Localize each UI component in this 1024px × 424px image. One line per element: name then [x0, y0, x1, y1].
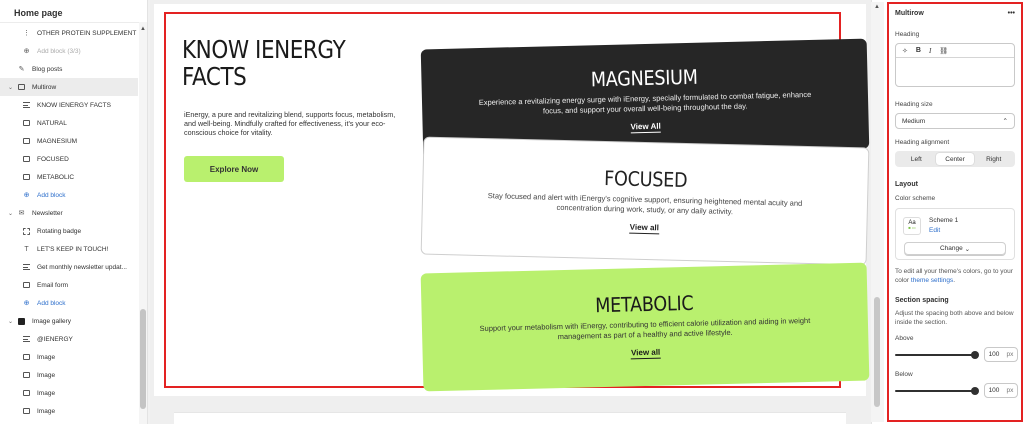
- drag-handle-icon: ⋮: [23, 30, 30, 37]
- add-block-button[interactable]: [0, 186, 138, 204]
- chevron-down-icon[interactable]: ⌄: [8, 318, 14, 325]
- heading-label: Heading: [895, 31, 920, 38]
- form-icon: [22, 281, 31, 290]
- tree-item-label: LET'S KEEP IN TOUCH!: [37, 245, 109, 253]
- tree-item-label: METABOLIC: [37, 173, 75, 181]
- gallery-icon: [17, 317, 26, 326]
- card-title: MAGNESIUM: [590, 64, 699, 92]
- color-scheme-picker: [895, 208, 1015, 260]
- chevron-down-icon[interactable]: ⌄: [8, 84, 14, 91]
- tree-item-label: Multirow: [32, 83, 57, 91]
- slider-handle[interactable]: [971, 387, 979, 395]
- tree-item-image[interactable]: [0, 348, 138, 366]
- link-icon[interactable]: ⛓: [939, 47, 949, 55]
- add-circle-icon: ⊕: [23, 192, 30, 199]
- tree-item-label: Newsletter: [32, 209, 63, 217]
- section-heading[interactable]: KNOW IENERGY FACTS: [182, 35, 346, 91]
- alignment-segmented-control: [895, 151, 1015, 167]
- tree-item-label: Image: [37, 407, 56, 415]
- tree-item-label: Email form: [37, 281, 69, 289]
- text-icon: [22, 101, 31, 110]
- slider-track[interactable]: [895, 390, 975, 392]
- sidebar-scrollbar[interactable]: [139, 22, 148, 424]
- image-icon: [22, 371, 31, 380]
- bold-icon[interactable]: B: [915, 47, 921, 54]
- tree-item-keep-in-touch[interactable]: [0, 240, 138, 258]
- chevron-down-icon[interactable]: ⌄: [8, 210, 14, 217]
- tree-item-label: Blog posts: [32, 65, 63, 73]
- edit-icon: ✎: [18, 66, 25, 73]
- heading-size-label: Heading size: [895, 101, 933, 108]
- card-link[interactable]: View all: [630, 347, 661, 358]
- tree-item-label: KNOW IENERGY FACTS: [37, 101, 111, 109]
- settings-content: [887, 2, 1023, 422]
- image-icon: [22, 389, 31, 398]
- card-title: METABOLIC: [595, 290, 694, 318]
- next-section-preview[interactable]: [174, 412, 846, 424]
- add-block-button[interactable]: [0, 294, 138, 312]
- above-slider[interactable]: [895, 347, 1015, 363]
- tree-item-image-gallery[interactable]: [0, 312, 138, 330]
- section-spacing-heading: Section spacing: [895, 297, 949, 304]
- align-right-option[interactable]: Right: [986, 155, 1002, 163]
- left-sidebar: [0, 0, 148, 424]
- heading-alignment-label: Heading alignment: [895, 139, 950, 146]
- scroll-up-icon[interactable]: ▲: [874, 4, 880, 10]
- card-text: Stay focused and alert with iEnergy's cognitive support, ensuring heightened mental acuity and concentration during work, study, or any daily activity.: [487, 191, 803, 216]
- tree-item-know-ienergy[interactable]: [0, 96, 138, 114]
- select-arrows-icon: ⌃: [1002, 118, 1008, 125]
- tree-item-multirow[interactable]: [0, 78, 138, 96]
- editor-toolbar: [896, 44, 1014, 58]
- dashed-square-icon: [22, 227, 31, 236]
- theme-settings-link[interactable]: theme settings: [910, 277, 954, 284]
- tree-item-label: Image gallery: [32, 317, 72, 325]
- card-text: Experience a revitalizing energy surge with iEnergy, specially formulated to combat fatigue, enhance focus, and support your overall well-being throughout the day.: [478, 89, 812, 115]
- tree-item-label: Add block: [37, 191, 66, 199]
- align-left-option[interactable]: Left: [910, 155, 922, 163]
- settings-panel: [871, 0, 1024, 424]
- tree-item-image[interactable]: [0, 402, 138, 420]
- card-text: Support your metabolism with iEnergy, contributing to efficient calorie utilization and aiding in weight management as part of a healthy and active lifestyle.: [479, 315, 811, 341]
- scheme-edit-link[interactable]: Edit: [929, 227, 941, 234]
- tree-item-label: Image: [37, 389, 56, 397]
- section-icon: [17, 83, 26, 92]
- tree-item-label: @IENERGY: [37, 335, 73, 343]
- page-title[interactable]: Home page: [14, 8, 63, 18]
- tree-item-label: OTHER PROTEIN SUPPLEMENT: [37, 29, 137, 37]
- block-icon: [22, 155, 31, 164]
- align-center-option[interactable]: Center: [936, 153, 975, 165]
- above-value-input[interactable]: 100 px: [984, 347, 1018, 362]
- below-label: Below: [895, 371, 913, 378]
- scheme-name: Scheme 1: [929, 217, 959, 224]
- below-slider[interactable]: [895, 383, 1015, 399]
- tree-item-label: FOCUSED: [37, 155, 69, 163]
- below-value-input[interactable]: 100 px: [984, 383, 1018, 398]
- swatch-dots: ■ ▭: [908, 225, 916, 230]
- tree-item-newsletter-text[interactable]: [0, 258, 138, 276]
- explore-now-button[interactable]: Explore Now: [184, 156, 284, 182]
- tree-item-magnesium[interactable]: [0, 132, 138, 150]
- heading-icon: T: [24, 245, 29, 253]
- preview-canvas: [150, 0, 871, 424]
- scroll-thumb[interactable]: [140, 309, 146, 409]
- add-circle-icon: ⊕: [23, 300, 30, 307]
- tree-item-other-protein[interactable]: [0, 24, 138, 42]
- card-metabolic[interactable]: [421, 263, 870, 392]
- spacing-help: Adjust the spacing both above and below inside the section.: [895, 310, 1014, 326]
- tree-item-label: Rotating badge: [37, 227, 82, 235]
- block-icon: [22, 119, 31, 128]
- card-title: FOCUSED: [603, 165, 688, 193]
- more-icon[interactable]: •••: [1007, 10, 1015, 17]
- section-selection-outline[interactable]: [164, 12, 841, 388]
- scroll-thumb[interactable]: [874, 297, 880, 407]
- tree-item-label: Add block (3/3): [37, 47, 81, 55]
- image-icon: [22, 407, 31, 416]
- slider-handle[interactable]: [971, 351, 979, 359]
- section-description[interactable]: iEnergy, a pure and revitalizing blend, supports focus, metabolism, and well-being. Mindfully crafted for effectiveness, it's your eco-conscious choice for vitality.: [184, 110, 396, 137]
- layout-heading: Layout: [895, 181, 918, 188]
- add-block-disabled: [0, 42, 138, 60]
- tree-item-rotating-badge[interactable]: [0, 222, 138, 240]
- panel-title: Multirow: [895, 10, 924, 17]
- italic-icon[interactable]: I: [928, 46, 932, 55]
- tree-item-blog-posts[interactable]: [0, 60, 138, 78]
- heading-editor[interactable]: [895, 43, 1015, 87]
- image-icon: [22, 353, 31, 362]
- tree-item-natural[interactable]: [0, 114, 138, 132]
- magic-icon[interactable]: ✧: [902, 47, 908, 55]
- tree-item-focused[interactable]: [0, 150, 138, 168]
- mail-icon: ✉: [18, 210, 25, 217]
- slider-track[interactable]: [895, 354, 975, 356]
- tree-item-email-form[interactable]: [0, 276, 138, 294]
- tree-item-metabolic[interactable]: [0, 168, 138, 186]
- heading-size-select[interactable]: [895, 113, 1015, 129]
- tree-item-label: MAGNESIUM: [37, 137, 78, 145]
- card-link[interactable]: View All: [630, 121, 661, 132]
- tree-item-image[interactable]: [0, 366, 138, 384]
- change-scheme-button[interactable]: Change ⌄: [904, 242, 1006, 255]
- tree-item-image[interactable]: [0, 384, 138, 402]
- tree-item-label: NATURAL: [37, 119, 67, 127]
- tree-item-newsletter[interactable]: [0, 204, 138, 222]
- text-icon: [22, 263, 31, 272]
- section-tree: [0, 24, 138, 420]
- tree-item-label: Image: [37, 371, 56, 379]
- color-scheme-label: Color scheme: [895, 195, 936, 202]
- card-link[interactable]: View all: [629, 222, 660, 233]
- add-circle-icon: ⊕: [23, 48, 30, 55]
- panel-header: [895, 10, 1015, 17]
- preview-page: [154, 4, 866, 396]
- scheme-swatch: Aa ■ ▭: [903, 217, 921, 235]
- tree-item-label: Get monthly newsletter updat...: [37, 263, 127, 271]
- text-icon: [22, 335, 31, 344]
- above-label: Above: [895, 335, 914, 342]
- divider: [0, 22, 147, 23]
- tree-item-label: Add block: [37, 299, 66, 307]
- tree-item-ienergy-handle[interactable]: [0, 330, 138, 348]
- block-icon: [22, 137, 31, 146]
- tree-item-label: Image: [37, 353, 56, 361]
- canvas-scrollbar[interactable]: [871, 2, 884, 422]
- scroll-up-icon[interactable]: ▲: [140, 26, 146, 32]
- card-focused[interactable]: [421, 137, 870, 266]
- chevron-down-icon: ⌄: [964, 245, 971, 253]
- theme-settings-help: To edit all your theme's colors, go to your color theme settings.: [895, 268, 1013, 284]
- heading-size-value: Medium: [902, 117, 926, 125]
- block-icon: [22, 173, 31, 182]
